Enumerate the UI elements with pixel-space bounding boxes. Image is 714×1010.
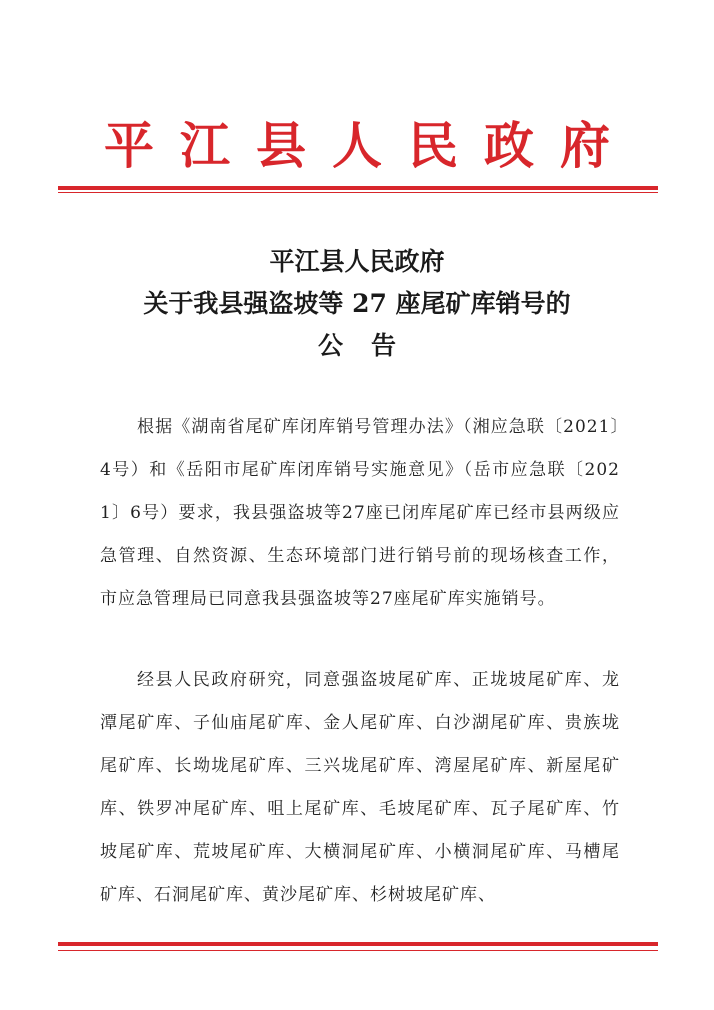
masthead-rule-thick [58,186,658,190]
document-title-line-1: 平江县人民政府 [269,247,445,276]
document-title-line-3: 公告 [317,331,424,360]
footer-rule-thick [58,942,658,946]
footer-rule-thin [58,950,658,951]
body-paragraph-2: 经县人民政府研究，同意强盗坡尾矿库、正垅坡尾矿库、龙潭尾矿库、子仙庙尾矿库、金人尾矿库、白沙湖尾矿库、贵族垅尾矿库、长坳垅尾矿库、三兴垅尾矿库、湾屋尾矿库、新屋尾矿库、铁罗冲尾矿库、咀上尾矿库、毛坡尾矿库、瓦子尾矿库、竹坡尾矿库、荒坡尾矿库、大横洞尾矿库、小横洞尾矿库、马槽尾矿库、石洞尾矿库、黄沙尾矿库、杉树坡尾矿库、 [100,670,620,905]
masthead-rule-thin [58,192,658,193]
document-title-line-2: 关于我县强盗坡等 27 座尾矿库销号的 [143,289,571,318]
masthead-title: 平江县人民政府 [104,116,636,175]
body-paragraph-1: 根据《湖南省尾矿库闭库销号管理办法》（湘应急联〔2021〕4号）和《岳阳市尾矿库闭库销号实施意见》（岳市应急联〔2021〕6号）要求，我县强盗坡等27座已闭库尾矿库已经市县两级应急管理、自然资源、生态环境部门进行销号前的现场核查工作，市应急管理局已同意我县强盗坡等27座尾矿库实施销号。 [100,417,620,609]
